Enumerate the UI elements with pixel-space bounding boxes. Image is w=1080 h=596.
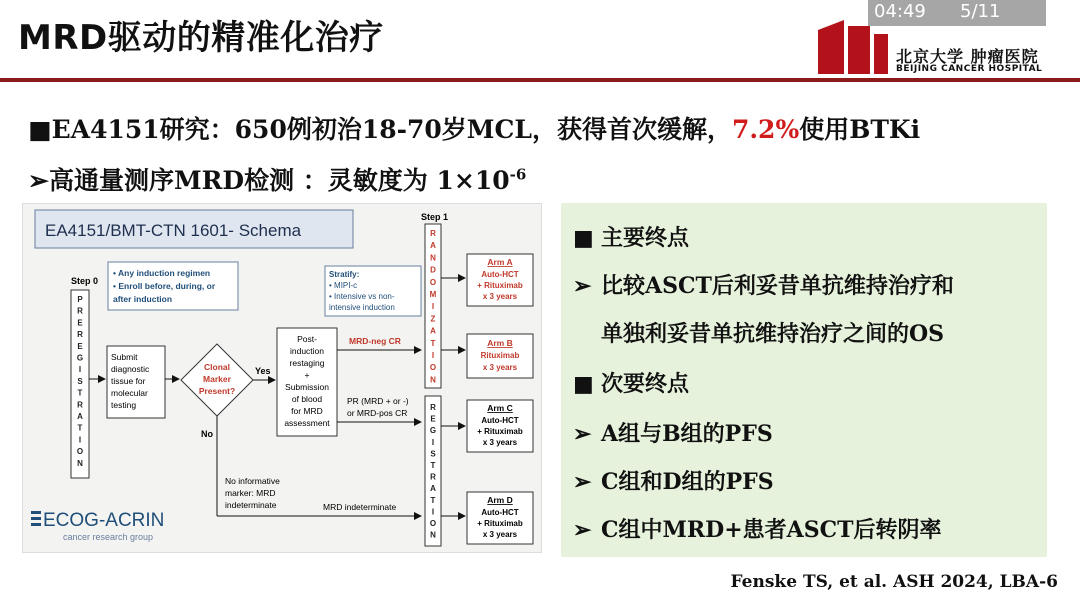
square-bullet-icon: ■ bbox=[573, 371, 594, 397]
schema-diagram bbox=[22, 203, 542, 553]
rand-letters-char: I bbox=[431, 302, 435, 312]
arm-b-line1: Rituximab bbox=[480, 351, 520, 360]
schema-header: EA4151/BMT-CTN 1601- Schema bbox=[45, 221, 302, 240]
rand-letters-char: N bbox=[430, 375, 436, 385]
reg-letters-char: T bbox=[430, 461, 436, 470]
endpoint-item bbox=[573, 513, 942, 544]
induction-note-line3: after induction bbox=[113, 294, 173, 304]
reg-letters-char: E bbox=[430, 414, 436, 424]
prereg-letters-char: I bbox=[78, 435, 82, 445]
post-line2: induction bbox=[289, 346, 325, 356]
reg-letters-char: R bbox=[430, 403, 436, 412]
prereg-letters-char: S bbox=[77, 376, 83, 386]
arm-d-line3: x 3 years bbox=[482, 530, 518, 539]
arrow-bullet-icon: ➢ bbox=[573, 517, 592, 543]
rand-letters-char: O bbox=[429, 363, 437, 373]
prereg-letters-char: E bbox=[77, 341, 83, 351]
arm-d-line1: Auto-HCT bbox=[481, 508, 519, 517]
reg-letters-char: S bbox=[430, 449, 436, 459]
bullet-study bbox=[28, 110, 920, 146]
endpoint-item bbox=[573, 465, 774, 496]
induction-note-line2: • Enroll before, during, or bbox=[113, 281, 216, 291]
endpoint-text: C组中MRD+患者ASCT后转阴率 bbox=[601, 517, 942, 543]
rand-letters-char: Z bbox=[430, 314, 436, 324]
prereg-letters-char: A bbox=[77, 412, 83, 421]
prereg-letters-char: G bbox=[76, 353, 84, 363]
bullet-mrd-text: 高通量测序MRD检测 ：灵敏度为 1×10 bbox=[48, 166, 510, 195]
stratify-line2: • MIPI-c bbox=[329, 281, 358, 290]
endpoint-item bbox=[573, 367, 689, 398]
no-marker-line2: marker: MRD bbox=[225, 488, 276, 498]
reg-letters-char: A bbox=[430, 484, 436, 494]
rand-letters-char: D bbox=[430, 265, 436, 275]
arm-d-line2: + Rituximab bbox=[477, 519, 523, 528]
rand-letters-char: A bbox=[430, 241, 436, 251]
endpoint-text: 次要终点 bbox=[601, 371, 690, 397]
arm-a-line3: x 3 years bbox=[482, 292, 518, 301]
prereg-letters-char: O bbox=[76, 447, 84, 457]
reg-letters-char: R bbox=[430, 472, 436, 482]
endpoint-text: A组与B组的PFS bbox=[601, 421, 773, 447]
diamond-line1: Clonal bbox=[204, 362, 230, 372]
reg-letters-char: I bbox=[431, 507, 435, 517]
prereg-letters-char: T bbox=[77, 423, 83, 433]
post-line7: for MRD bbox=[291, 406, 323, 416]
submit-line1: Submit bbox=[111, 352, 138, 362]
bullet-mrd bbox=[28, 161, 526, 197]
bullet-study-highlight: 7.2% bbox=[731, 115, 800, 144]
page-counter: 5/11 bbox=[960, 1, 1001, 22]
citation: Fenske TS, et al. ASH 2024, LBA-6 bbox=[730, 572, 1058, 592]
bullet-mrd-exponent: -6 bbox=[509, 165, 527, 184]
prereg-letters-char: N bbox=[77, 458, 83, 468]
arm-d-name: Arm D bbox=[487, 495, 513, 505]
header-divider bbox=[0, 78, 1080, 82]
endpoint-item bbox=[573, 221, 689, 252]
stratify-line4: intensive induction bbox=[329, 303, 395, 312]
arm-c-line2: + Rituximab bbox=[477, 427, 523, 436]
arrow-bullet-icon: ➢ bbox=[28, 166, 49, 195]
endpoint-item bbox=[573, 317, 944, 348]
post-line6: of blood bbox=[291, 394, 323, 404]
step1-label: Step 1 bbox=[421, 212, 449, 222]
submit-line4: molecular bbox=[111, 388, 148, 398]
hospital-name-cn: 北京大学 肿瘤医院 bbox=[896, 47, 1039, 66]
hospital-name-en: BEIJING CANCER HOSPITAL bbox=[896, 64, 1043, 74]
no-marker-line3: indeterminate bbox=[225, 500, 277, 510]
post-line5: Submission bbox=[285, 382, 329, 392]
step0-label: Step 0 bbox=[71, 276, 99, 286]
endpoint-text: C组和D组的PFS bbox=[601, 469, 774, 495]
ecog-name: ECOG-ACRIN bbox=[43, 510, 165, 531]
arm-a-name: Arm A bbox=[487, 257, 513, 267]
endpoint-item bbox=[573, 269, 954, 300]
rand-letters-char: T bbox=[430, 338, 436, 348]
arm-b-name: Arm B bbox=[487, 338, 513, 348]
submit-line2: diagnostic bbox=[111, 364, 150, 374]
video-time-overlay bbox=[868, 0, 1046, 26]
post-line4: + bbox=[304, 370, 310, 380]
reg-letters-char: O bbox=[429, 519, 437, 528]
hospital-logo-icon bbox=[814, 16, 892, 74]
ecog-logo-icon bbox=[31, 511, 41, 526]
arm-c-line3: x 3 years bbox=[482, 438, 518, 447]
rand-letters-char: O bbox=[429, 277, 437, 287]
reg-letters-char: G bbox=[429, 426, 437, 436]
slide-title: MRD驱动的精准化治疗 bbox=[18, 18, 384, 58]
rand-letters-char: M bbox=[429, 290, 437, 299]
square-bullet-icon: ■ bbox=[573, 225, 594, 251]
no-marker-line1: No informative bbox=[225, 476, 280, 486]
endpoint-text: 主要终点 bbox=[601, 225, 690, 251]
schema-svg bbox=[23, 204, 541, 552]
prereg-letters-char: I bbox=[78, 365, 82, 375]
arrow-bullet-icon: ➢ bbox=[573, 273, 592, 299]
bullet-study-text-end: 使用BTKi bbox=[799, 115, 921, 144]
arm-b-line2: x 3 years bbox=[482, 363, 518, 372]
mrd-neg-label: MRD-neg CR bbox=[349, 336, 401, 346]
prereg-letters-char: T bbox=[77, 388, 83, 398]
no-label: No bbox=[201, 429, 213, 439]
diamond-line2: Marker bbox=[203, 374, 231, 384]
arm-a-line2: + Rituximab bbox=[477, 281, 523, 290]
mrd-indeterminate-label: MRD indeterminate bbox=[323, 502, 397, 512]
bullet-study-text: EA4151研究：650例初治18-70岁MCL，获得首次缓解， bbox=[51, 115, 732, 144]
post-line3: restaging bbox=[289, 358, 325, 368]
endpoint-item bbox=[573, 417, 773, 448]
prereg-letters-char: E bbox=[77, 318, 83, 328]
stratify-line1: Stratify: bbox=[329, 270, 360, 279]
endpoints-panel bbox=[561, 203, 1047, 557]
yes-label: Yes bbox=[255, 366, 271, 376]
pr-label-line1: PR (MRD + or -) bbox=[347, 396, 409, 406]
arm-c-line1: Auto-HCT bbox=[481, 416, 519, 425]
reg-letters-char: N bbox=[430, 530, 436, 540]
rand-letters-char: A bbox=[430, 326, 436, 336]
timestamp: 04:49 bbox=[874, 1, 926, 22]
ecog-sub: cancer research group bbox=[63, 532, 154, 542]
prereg-letters-char: R bbox=[77, 330, 83, 340]
post-line1: Post- bbox=[297, 334, 317, 344]
rand-letters-char: N bbox=[430, 253, 436, 263]
reg-letters-char: I bbox=[431, 437, 435, 447]
diamond-line3: Present? bbox=[198, 386, 236, 396]
stratify-line3: • Intensive vs non- bbox=[329, 292, 395, 301]
arrow-bullet-icon: ➢ bbox=[573, 469, 592, 495]
endpoint-text: 单独利妥昔单抗维持治疗之间的OS bbox=[601, 321, 945, 347]
arrow-bullet-icon: ➢ bbox=[573, 421, 592, 447]
arm-a-line1: Auto-HCT bbox=[481, 270, 519, 279]
pr-label-line2: or MRD-pos CR bbox=[347, 408, 408, 418]
endpoint-text: 比较ASCT后利妥昔单抗维持治疗和 bbox=[601, 273, 954, 299]
square-bullet-icon: ■ bbox=[28, 115, 52, 144]
induction-note-line1: • Any induction regimen bbox=[113, 268, 211, 278]
prereg-letters-char: R bbox=[77, 306, 83, 316]
prereg-letters-char: R bbox=[77, 400, 83, 410]
rand-letters-char: R bbox=[430, 229, 436, 238]
submit-line5: testing bbox=[111, 400, 137, 410]
post-line8: assessment bbox=[284, 418, 330, 428]
arm-c-name: Arm C bbox=[487, 403, 513, 413]
reg-letters-char: T bbox=[430, 495, 436, 505]
rand-letters-char: I bbox=[431, 351, 435, 360]
prereg-letters-char: P bbox=[77, 295, 83, 304]
submit-line3: tissue for bbox=[111, 376, 146, 386]
